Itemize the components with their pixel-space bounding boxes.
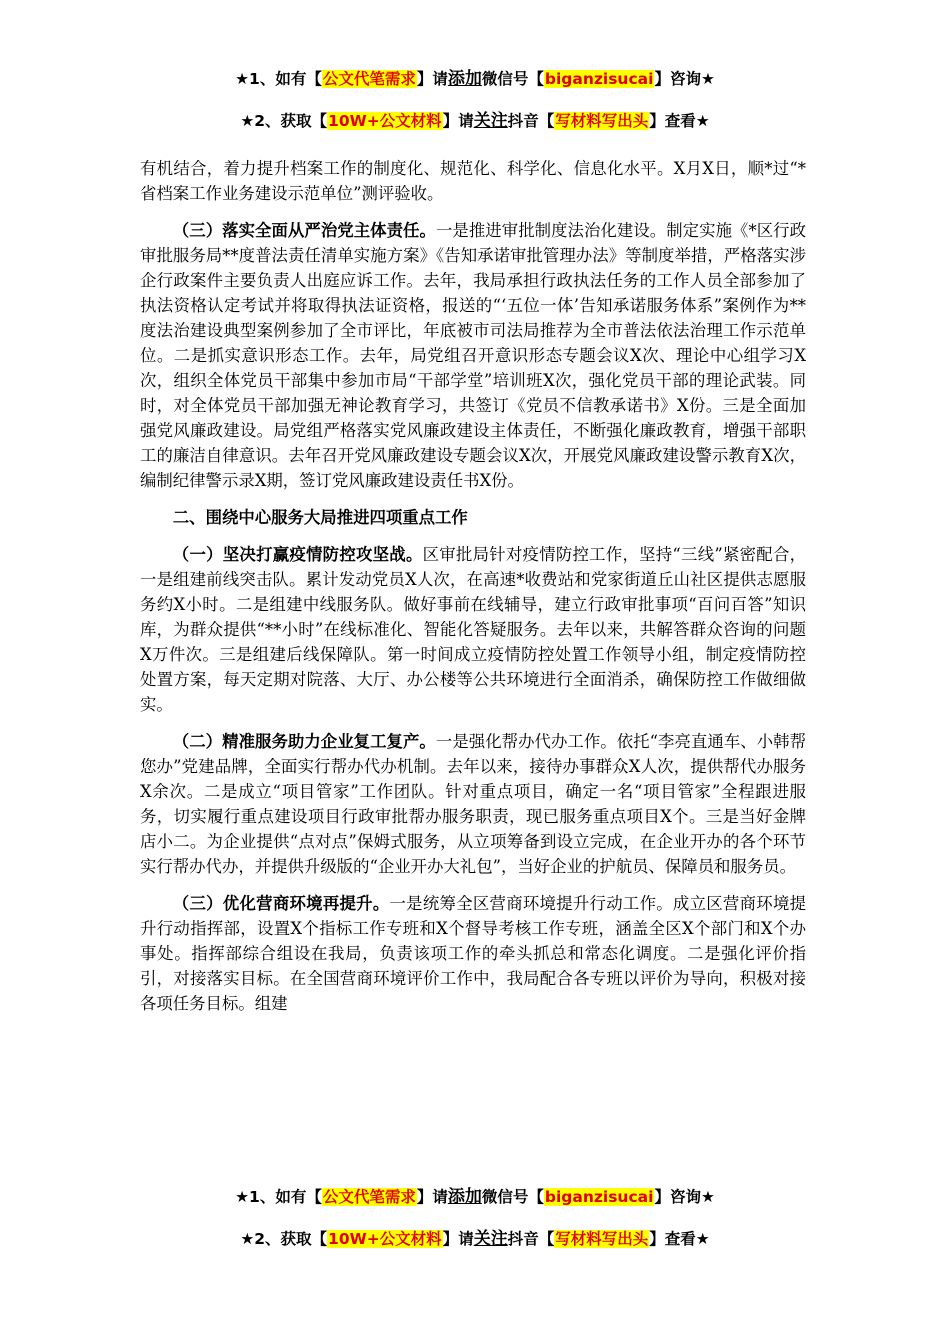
- top-banner-line-1: [0, 68, 950, 90]
- banner-highlight-materials: 10W+公文材料: [328, 112, 442, 130]
- banner-text: ★1、如有【: [235, 1188, 322, 1206]
- banner-highlight-douyin-id: 写材料写出头: [555, 1230, 649, 1248]
- paragraph-continuation: 有机结合，着力提升档案工作的制度化、规范化、科学化、信息化水平。X月X日，顺*过“*省档案工作业务建设示范单位”测评验收。: [140, 159, 806, 203]
- banner-text: ★2、获取【: [240, 1230, 328, 1248]
- banner-text: 抖音【: [507, 1230, 555, 1248]
- paragraph-text: 一是统筹全区营商环境提升行动工作。成立区营商环境提升行动指挥部，设置X个指标工作专班和X个督导考核工作专班，涵盖全区X个部门和X个办事处。指挥部综合组设在我局，负责该项工作的牵头抓总和常态化调度。二是强化评价指引，对接落实目标。在全国营商环境评价工作中，我局配合各专班以评价为导向，积极对接各项任务目标。组建: [140, 894, 806, 1013]
- banner-text: ★2、获取【: [240, 112, 328, 130]
- banner-highlight-ghostwriting: 公文代笔需求: [322, 70, 416, 88]
- banner-emphasis-follow: 关注: [473, 111, 508, 131]
- paragraph-text: 一是强化帮办代办工作。依托“李亮直通车、小韩帮您办”党建品牌，全面实行帮办代办机制。去年以来，接待办事群众X人次，提供帮代办服务X余次。二是成立“项目管家”工作团队。针对重点项目，确定一名“项目管家”全程跟进服务，切实履行重点建设项目行政审批帮办服务职责，现已服务重点项目X个。三是当好金牌店小二。为企业提供“点对点”保姆式服务，从立项筹备到设立完成，在企业开办的各个环节实行帮办代办，并提供升级版的“企业开办大礼包”，当好企业的护航员、保障员和服务员。: [140, 732, 806, 876]
- banner-text: 微信号【: [481, 1188, 544, 1206]
- banner-text: 微信号【: [481, 70, 544, 88]
- banner-highlight-wechat-id: biganzisucai: [544, 1188, 654, 1206]
- banner-emphasis-add: 添加: [447, 1187, 482, 1207]
- banner-text: 】咨询★: [654, 70, 715, 88]
- banner-text: 】请: [442, 1230, 474, 1248]
- banner-highlight-douyin-id: 写材料写出头: [555, 112, 649, 130]
- banner-text: 】请: [416, 70, 448, 88]
- bottom-banner-line-1: [0, 1186, 950, 1208]
- banner-text: 】查看★: [649, 112, 710, 130]
- document-body: [140, 156, 806, 1028]
- banner-text: 】请: [442, 112, 474, 130]
- paragraph-heading: （二）精准服务助力企业复工复产。: [172, 732, 436, 751]
- banner-highlight-wechat-id: biganzisucai: [544, 70, 654, 88]
- paragraph-business-environment: [140, 891, 806, 1016]
- banner-emphasis-follow: 关注: [473, 1229, 508, 1249]
- paragraph-enterprise-resumption: [140, 729, 806, 879]
- paragraph-heading: （三）优化营商环境再提升。: [172, 894, 390, 913]
- paragraph-heading: （三）落实全面从严治党主体责任。: [172, 221, 436, 240]
- banner-text: 】请: [416, 1188, 448, 1206]
- banner-highlight-ghostwriting: 公文代笔需求: [322, 1188, 416, 1206]
- paragraph-heading: （一）坚决打赢疫情防控攻坚战。: [172, 545, 423, 564]
- paragraph-text: 一是推进审批制度法治化建设。制定实施《*区行政审批服务局**度普法责任清单实施方案》《告知承诺审批管理办法》等制度举措，严格落实涉企行政案件主要负责人出庭应诉工作。去年，我局承担行政执法任务的工作人员全部参加了执法资格认定考试并将取得执法证资格，报送的“‘五位一体’告知承诺服务体系”案例作为**度法治建设典型案例参加了全市评比，年底被市司法局推荐为全市普法依法治理工作示范单位。二是抓实意识形态工作。去年，局党组召开意识形态专题会议X次、理论中心组学习X次，组织全体党员干部集中参加市局“干部学堂”培训班X次，强化党员干部的理论武装。同时，对全体党员干部加强无神论教育学习，共签订《党员不信教承诺书》X份。三是全面加强党风廉政建设。局党组严格落实党风廉政建设主体责任，不断强化廉政教育，增强干部职工的廉洁自律意识。去年召开党风廉政建设专题会议X次，开展党风廉政建设警示教育X次，编制纪律警示录X期，签订党风廉政建设责任书X份。: [140, 221, 807, 490]
- banner-text: 】查看★: [649, 1230, 710, 1248]
- banner-text: 】咨询★: [654, 1188, 715, 1206]
- paragraph-party-responsibility: [140, 218, 806, 493]
- bottom-banner-line-2: [0, 1228, 950, 1250]
- banner-text: ★1、如有【: [235, 70, 322, 88]
- top-banner-line-2: [0, 110, 950, 132]
- paragraph-epidemic-control: [140, 542, 806, 717]
- banner-highlight-materials: 10W+公文材料: [328, 1230, 442, 1248]
- banner-text: 抖音【: [507, 112, 555, 130]
- banner-emphasis-add: 添加: [447, 69, 482, 89]
- section-heading: 二、围绕中心服务大局推进四项重点工作: [172, 508, 468, 527]
- paragraph-text: 区审批局针对疫情防控工作，坚持“三线”紧密配合，一是组建前线突击队。累计发动党员X人次，在高速*收费站和党家街道丘山社区提供志愿服务约X小时。二是组建中线服务队。做好事前在线辅导，建立行政审批事项“百问百答”知识库，为群众提供“**小时”在线标准化、智能化答疑服务。去年以来，共解答群众咨询的问题X万件次。三是组建后线保障队。第一时间成立疫情防控处置工作领导小组，制定疫情防控处置方案，每天定期对院落、大厅、办公楼等公共环境进行全面消杀，确保防控工作做细做实。: [140, 545, 807, 714]
